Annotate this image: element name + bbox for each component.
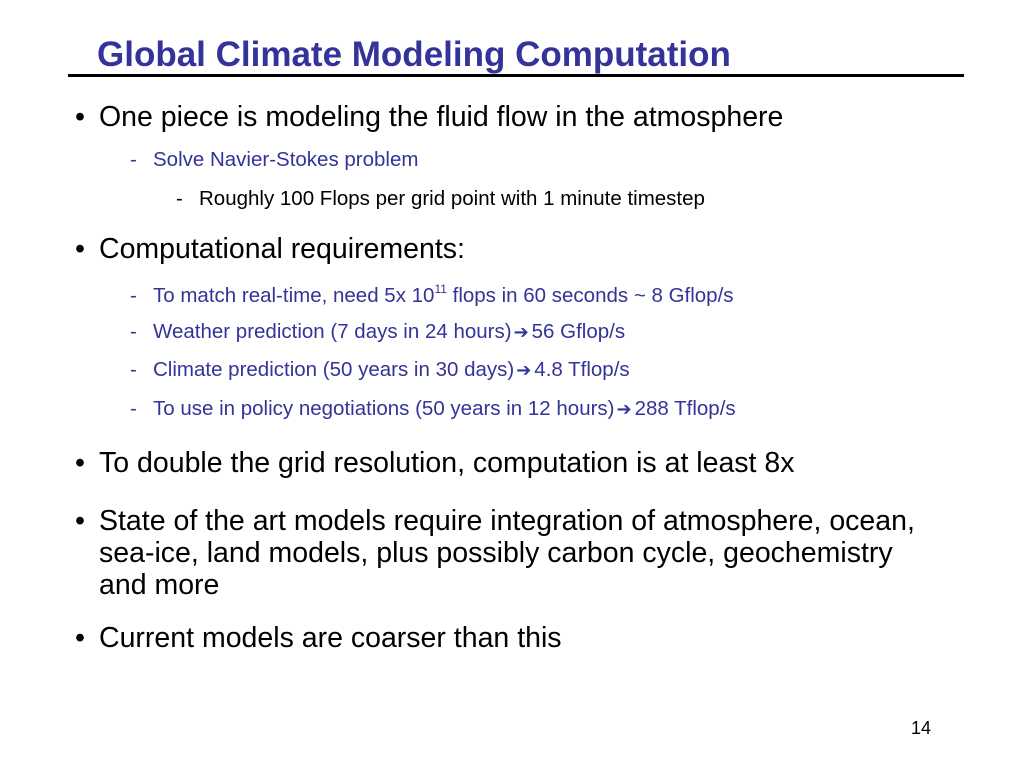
exponent: 11: [434, 282, 447, 296]
page-number: 14: [911, 718, 932, 738]
dash-marker: -: [130, 397, 137, 420]
dash-marker: -: [176, 187, 183, 210]
bullet-item: [75, 447, 795, 479]
bullet-text: To double the grid resolution, computation is at least 8x: [99, 447, 795, 479]
sub-bullet-item: [130, 358, 630, 383]
sub-sub-bullet-text: Roughly 100 Flops per grid point with 1 minute timestep: [199, 187, 705, 210]
sub-bullet-item: [130, 148, 418, 172]
bullet-text: State of the art models require integration of atmosphere, ocean, sea-ice, land models, plus possibly carbon cycle, geochemistry and more: [99, 505, 915, 601]
bullet-text: Current models are coarser than this: [99, 622, 562, 654]
sub-sub-bullet-item: [176, 187, 705, 211]
bullet-item: [75, 101, 783, 133]
sub-bullet-text: 4.8 Tflop/s: [534, 358, 630, 381]
sub-bullet-text: To use in policy negotiations (50 years in 12 hours): [153, 397, 615, 420]
sub-bullet-item: [130, 397, 736, 422]
bullet-marker: •: [75, 101, 85, 133]
sub-bullet-text: 288 Tflop/s: [634, 397, 736, 420]
bullet-marker: •: [75, 622, 85, 654]
bullet-marker: •: [75, 233, 85, 265]
dash-marker: -: [130, 284, 137, 307]
dash-marker: -: [130, 320, 137, 343]
dash-marker: -: [130, 148, 137, 171]
bullet-text: One piece is modeling the fluid flow in the atmosphere: [99, 101, 784, 133]
bullet-marker: •: [75, 447, 85, 479]
bullet-item: [75, 233, 465, 265]
bullet-marker: •: [75, 505, 85, 537]
sub-bullet-text: To match real-time, need 5x 10: [153, 284, 435, 307]
slide-title: Global Climate Modeling Computation: [97, 35, 731, 74]
bullet-item: [75, 505, 935, 601]
title-underline: [68, 74, 964, 77]
dash-marker: -: [130, 358, 137, 381]
sub-bullet-text: Solve Navier-Stokes problem: [153, 148, 419, 171]
sub-bullet-text: Climate prediction (50 years in 30 days): [153, 358, 515, 381]
right-arrow-icon: ➔: [516, 360, 532, 381]
sub-bullet-text: flops in 60 seconds ~ 8 Gflop/s: [446, 284, 734, 307]
sub-bullet-item: [130, 320, 625, 345]
right-arrow-icon: ➔: [513, 322, 529, 343]
sub-bullet-text: 56 Gflop/s: [531, 320, 626, 343]
bullet-item: [75, 622, 562, 654]
bullet-text: Computational requirements:: [99, 233, 465, 265]
sub-bullet-text: Weather prediction (7 days in 24 hours): [153, 320, 512, 343]
right-arrow-icon: ➔: [616, 399, 632, 420]
sub-bullet-item: [130, 284, 734, 308]
